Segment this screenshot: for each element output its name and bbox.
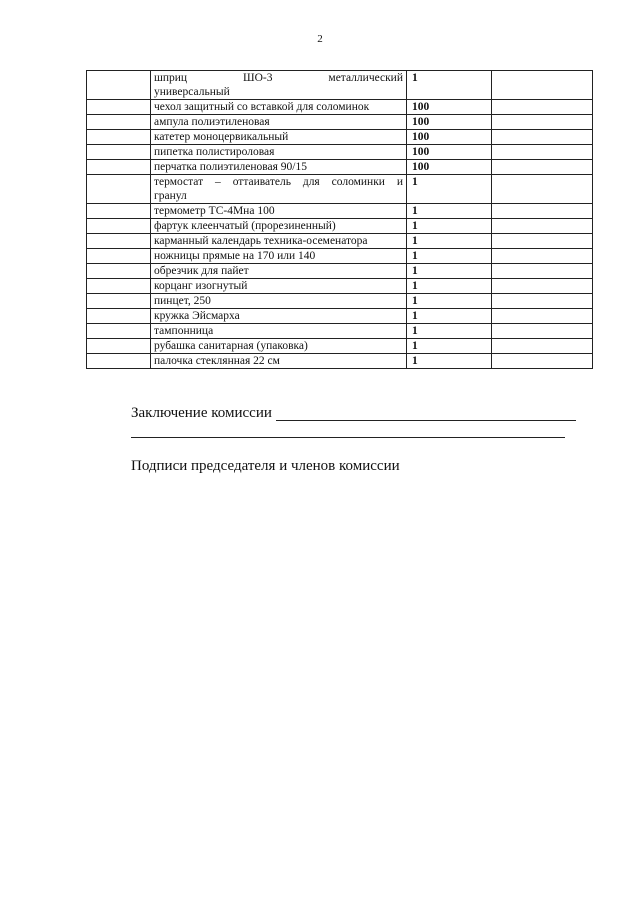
table-row — [87, 115, 593, 130]
item-name-line: чехол защитный со вставкой для соломинок — [154, 101, 370, 113]
item-name-line: фартук клеенчатый (прорезиненный) — [154, 220, 336, 232]
cell-blank-left — [87, 264, 151, 279]
cell-blank-left — [87, 294, 151, 309]
item-name-line: ножницы прямые на 170 или 140 — [154, 250, 316, 262]
item-name-line: пипетка полистироловая — [154, 146, 275, 158]
page-number: 2 — [317, 33, 323, 45]
table-row — [87, 264, 593, 279]
item-name-line: обрезчик для пайет — [154, 265, 249, 277]
cell-blank-left — [87, 71, 151, 100]
table-row — [87, 130, 593, 145]
item-quantity: 1 — [407, 175, 492, 204]
table-row — [87, 354, 593, 369]
cell-blank-left — [87, 339, 151, 354]
item-name-line: катетер моноцервикальный — [154, 131, 289, 143]
cell-blank-left — [87, 115, 151, 130]
item-quantity: 1 — [407, 354, 492, 369]
item-name-line: тампонница — [154, 325, 214, 337]
item-quantity: 1 — [407, 234, 492, 249]
table-row — [87, 160, 593, 175]
item-name-cell — [151, 234, 407, 249]
table-row — [87, 249, 593, 264]
item-name-cell — [151, 175, 407, 204]
cell-blank-right — [492, 115, 593, 130]
cell-blank-left — [87, 234, 151, 249]
item-name-cell — [151, 115, 407, 130]
item-quantity: 100 — [407, 145, 492, 160]
item-quantity: 1 — [407, 324, 492, 339]
cell-blank-right — [492, 175, 593, 204]
item-quantity: 1 — [407, 294, 492, 309]
item-quantity: 1 — [407, 249, 492, 264]
table-row — [87, 309, 593, 324]
table-row — [87, 219, 593, 234]
conclusion-line-1 — [276, 420, 576, 421]
item-name-cell — [151, 145, 407, 160]
item-name-cell — [151, 354, 407, 369]
item-name-cell — [151, 324, 407, 339]
cell-blank-right — [492, 264, 593, 279]
item-quantity: 1 — [407, 219, 492, 234]
cell-blank-left — [87, 160, 151, 175]
item-name-line: рубашка санитарная (упаковка) — [154, 340, 308, 352]
item-name-line: термостат – оттаиватель для соломинки и — [154, 176, 403, 188]
item-name-line: термометр ТС-4Мна 100 — [154, 205, 275, 217]
table-row — [87, 324, 593, 339]
signatures-label: Подписи председателя и членов комиссии — [131, 458, 400, 474]
cell-blank-right — [492, 324, 593, 339]
item-name-line: ампула полиэтиленовая — [154, 116, 270, 128]
table-row — [87, 175, 593, 204]
cell-blank-left — [87, 130, 151, 145]
cell-blank-right — [492, 339, 593, 354]
table-row — [87, 100, 593, 115]
cell-blank-right — [492, 219, 593, 234]
cell-blank-left — [87, 175, 151, 204]
item-name-cell — [151, 264, 407, 279]
table-row — [87, 339, 593, 354]
item-name-cell — [151, 279, 407, 294]
item-quantity: 1 — [407, 71, 492, 100]
item-name-line: пинцет, 250 — [154, 295, 211, 307]
item-name-cell — [151, 339, 407, 354]
item-name-cell — [151, 204, 407, 219]
cell-blank-right — [492, 145, 593, 160]
item-name-line: гранул — [154, 190, 187, 202]
cell-blank-left — [87, 145, 151, 160]
cell-blank-right — [492, 294, 593, 309]
cell-blank-left — [87, 309, 151, 324]
item-name-line: перчатка полиэтиленовая 90/15 — [154, 161, 307, 173]
cell-blank-left — [87, 204, 151, 219]
item-name-line: универсальный — [154, 86, 230, 98]
item-quantity: 1 — [407, 339, 492, 354]
item-name-cell — [151, 249, 407, 264]
item-name-line: кружка Эйсмарха — [154, 310, 240, 322]
cell-blank-left — [87, 219, 151, 234]
cell-blank-right — [492, 279, 593, 294]
item-quantity: 100 — [407, 160, 492, 175]
cell-blank-right — [492, 249, 593, 264]
item-name-line: карманный календарь техника-осеменатора — [154, 235, 368, 247]
item-quantity: 100 — [407, 100, 492, 115]
table-row — [87, 294, 593, 309]
cell-blank-right — [492, 309, 593, 324]
cell-blank-right — [492, 100, 593, 115]
item-quantity: 1 — [407, 279, 492, 294]
table-row — [87, 234, 593, 249]
cell-blank-left — [87, 249, 151, 264]
item-quantity: 1 — [407, 264, 492, 279]
item-name-line: корцанг изогнутый — [154, 280, 248, 292]
item-quantity: 100 — [407, 115, 492, 130]
cell-blank-right — [492, 354, 593, 369]
table-row — [87, 204, 593, 219]
item-name-cell — [151, 309, 407, 324]
conclusion-label: Заключение комиссии — [131, 405, 272, 421]
item-quantity: 1 — [407, 204, 492, 219]
item-name-cell — [151, 71, 407, 100]
cell-blank-right — [492, 160, 593, 175]
table-row — [87, 279, 593, 294]
item-name-cell — [151, 130, 407, 145]
table-row — [87, 71, 593, 100]
item-name-cell — [151, 100, 407, 115]
table-row — [87, 145, 593, 160]
item-name-cell — [151, 160, 407, 175]
cell-blank-right — [492, 71, 593, 100]
cell-blank-left — [87, 354, 151, 369]
item-name-cell — [151, 294, 407, 309]
cell-blank-right — [492, 204, 593, 219]
cell-blank-left — [87, 100, 151, 115]
conclusion-line-2 — [131, 437, 565, 438]
cell-blank-right — [492, 234, 593, 249]
item-quantity: 1 — [407, 309, 492, 324]
item-quantity: 100 — [407, 130, 492, 145]
item-name-line: шприц ШО-3 металлический — [154, 72, 403, 84]
cell-blank-left — [87, 279, 151, 294]
item-name-line: палочка стеклянная 22 см — [154, 355, 280, 367]
item-name-cell — [151, 219, 407, 234]
cell-blank-left — [87, 324, 151, 339]
cell-blank-right — [492, 130, 593, 145]
equipment-table — [86, 70, 593, 369]
